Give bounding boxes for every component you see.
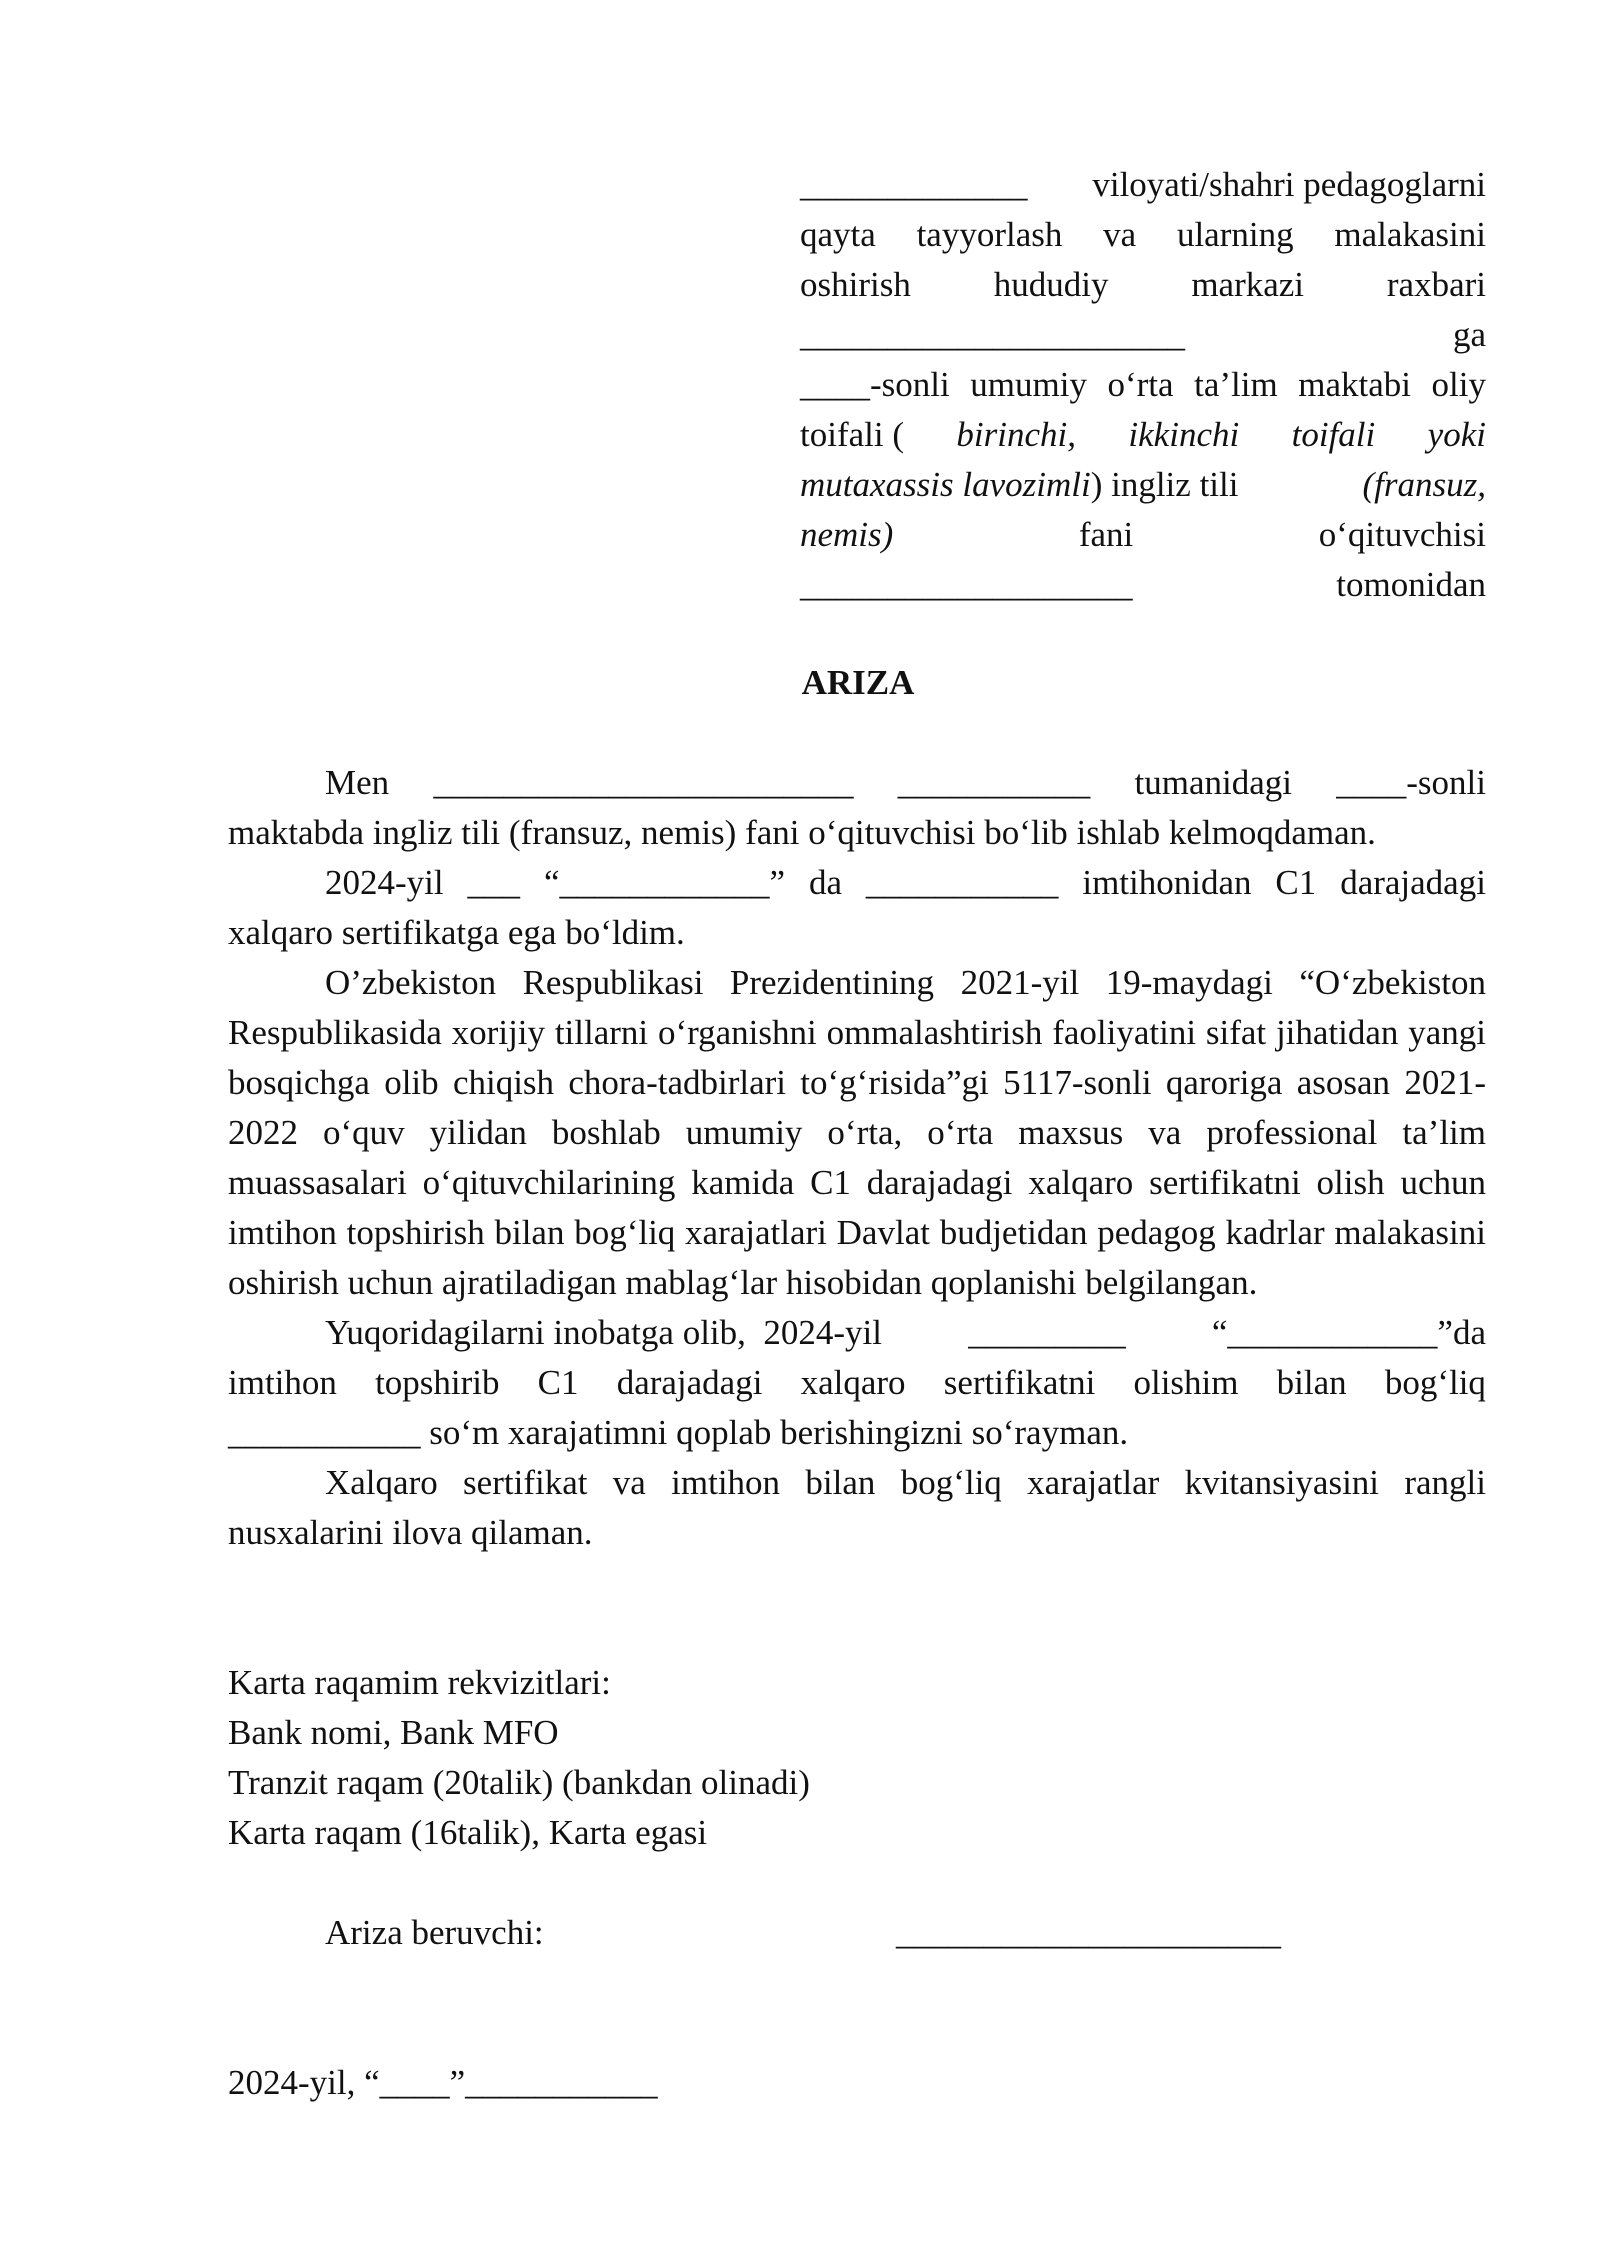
p1-line-1 <box>228 758 1486 808</box>
addressee-line-2 <box>800 210 1486 260</box>
exam-name-blank: ___________ <box>865 863 1059 902</box>
word: da <box>808 863 842 902</box>
p4-line-3: ___________ so‘m xarajatimni qoplab berishingizni so‘rayman. <box>228 1413 1129 1452</box>
word: toifali ( <box>800 415 904 454</box>
addressee-line-6 <box>800 410 1486 460</box>
word: 2024-yil <box>325 863 444 902</box>
word: oshirish <box>800 265 911 304</box>
word: toifali <box>1291 415 1376 454</box>
p4-line-1 <box>228 1308 1486 1358</box>
name-blank: ________________________ <box>433 763 854 802</box>
school-number-blank: ____-sonli <box>1336 763 1486 802</box>
addressee-line-3 <box>800 260 1486 310</box>
transit-number-line: Tranzit raqam (20talik) (bankdan olinadi) <box>228 1763 810 1802</box>
addressee-line-4 <box>800 310 1486 360</box>
word: qayta <box>800 215 876 254</box>
suffix-ga: ga <box>1452 315 1486 354</box>
word: va <box>1103 215 1137 254</box>
word: tayyorlash <box>916 215 1063 254</box>
card-details-heading: Karta raqamim rekvizitlari: <box>228 1663 611 1702</box>
word: markazi <box>1191 265 1305 304</box>
school-text: -sonli umumiy o‘rta ta’lim maktabi oliy <box>870 365 1486 404</box>
addressee-line-5 <box>800 360 1486 410</box>
district-blank: ___________ <box>897 763 1091 802</box>
word: C1 <box>1275 863 1317 902</box>
word: imtihonidan <box>1082 863 1252 902</box>
word: imtihon <box>228 1363 337 1402</box>
card-details-block <box>228 1658 810 1858</box>
word: tomonidan <box>1336 565 1486 604</box>
paragraph-decree: O’zbekiston Respublikasi Prezidentining 2021-yil 19-maydagi “O‘zbekiston Respublikasida xorijiy tillarni o‘rganishni ommalashtirish faoliyatini sifat jihatidan yangi bosqichga olib chiqish chora-tadbirlari to‘g‘risida”gi 5117-sonli qaroriga asosan 2021-2022 o‘quv yilidan boshlab umumiy o‘rta, o‘rta maxsus va professional ta’lim muassasalari o‘qituvchilarining kamida C1 darajadagi xalqaro sertifikatni olish uchun imtihon topshirish bilan bog‘liq xarajatlari Davlat budjetidan pedagog kadrlar malakasini oshirish uchun ajratiladigan mablag‘lar hisobidan qoplanishi belgilangan. <box>228 963 1486 1302</box>
word: (fransuz, <box>1362 465 1486 504</box>
school-number-blank: ____ <box>800 365 870 404</box>
p1-line-2: maktabda ingliz tili (fransuz, nemis) fani o‘qituvchisi bo‘lib ishlab kelmoqdaman. <box>228 813 1376 852</box>
applicant-label: Ariza beruvchi: <box>325 1913 544 1952</box>
addressee-line-8 <box>800 510 1486 560</box>
word: sertifikatni <box>943 1363 1096 1402</box>
addressee-line-7 <box>800 460 1486 510</box>
bank-name-line: Bank nomi, Bank MFO <box>228 1713 559 1752</box>
word: malakasini <box>1334 215 1486 254</box>
word: darajadagi <box>1340 863 1486 902</box>
director-name-blank: ______________________ <box>800 315 1185 354</box>
word: tumanidagi <box>1134 763 1292 802</box>
region-text: viloyati/shahri pedagoglarni <box>1092 165 1486 204</box>
word: o‘qituvchisi <box>1318 515 1486 554</box>
word: nemis) <box>800 515 894 554</box>
word: Men <box>325 763 390 802</box>
p4-line-2 <box>228 1358 1486 1408</box>
month-blank: “____________”da <box>1211 1313 1486 1352</box>
word: raxbari <box>1386 265 1486 304</box>
teacher-name-blank: ___________________ <box>800 565 1133 604</box>
document-title: ARIZA <box>801 663 915 702</box>
paragraph-attachment: Xalqaro sertifikat va imtihon bilan bog‘liq xarajatlar kvitansiyasini rangli nusxalarini ilova qilaman. <box>228 1463 1486 1552</box>
addressee-line-1 <box>800 160 1486 210</box>
word: bilan <box>1276 1363 1347 1402</box>
p2-line-1 <box>228 858 1486 908</box>
word: ularning <box>1176 215 1294 254</box>
p2-line-2: xalqaro sertifikatga ega bo‘ldim. <box>228 913 685 952</box>
addressee-block <box>800 160 1486 610</box>
word: fani <box>1078 515 1134 554</box>
document-body <box>228 758 1486 1558</box>
card-number-line: Karta raqam (16talik), Karta egasi <box>228 1813 708 1852</box>
signature-blank: ______________________ <box>896 1913 1281 1952</box>
word: hududiy <box>993 265 1109 304</box>
word: darajadagi <box>616 1363 763 1402</box>
word: Yuqoridagilarni inobatga olib, 2024-yil <box>325 1313 882 1352</box>
date-line: 2024-yil, “____”___________ <box>228 2063 658 2102</box>
word: ikkinchi <box>1128 415 1240 454</box>
day-blank: _________ <box>968 1313 1126 1352</box>
word: olishim <box>1133 1363 1239 1402</box>
month-blank: “____________” <box>543 863 786 902</box>
word: mutaxassis lavozimli <box>800 465 1091 504</box>
addressee-line-9 <box>800 560 1486 610</box>
word: bog‘liq <box>1384 1363 1486 1402</box>
day-blank: ___ <box>467 863 521 902</box>
word: xalqaro <box>800 1363 906 1402</box>
region-blank: _____________ <box>800 165 1028 204</box>
word: C1 <box>537 1363 579 1402</box>
word: ) ingliz tili <box>1090 465 1239 504</box>
word: yoki <box>1427 415 1486 454</box>
word: birinchi, <box>956 415 1076 454</box>
word: topshirib <box>375 1363 500 1402</box>
